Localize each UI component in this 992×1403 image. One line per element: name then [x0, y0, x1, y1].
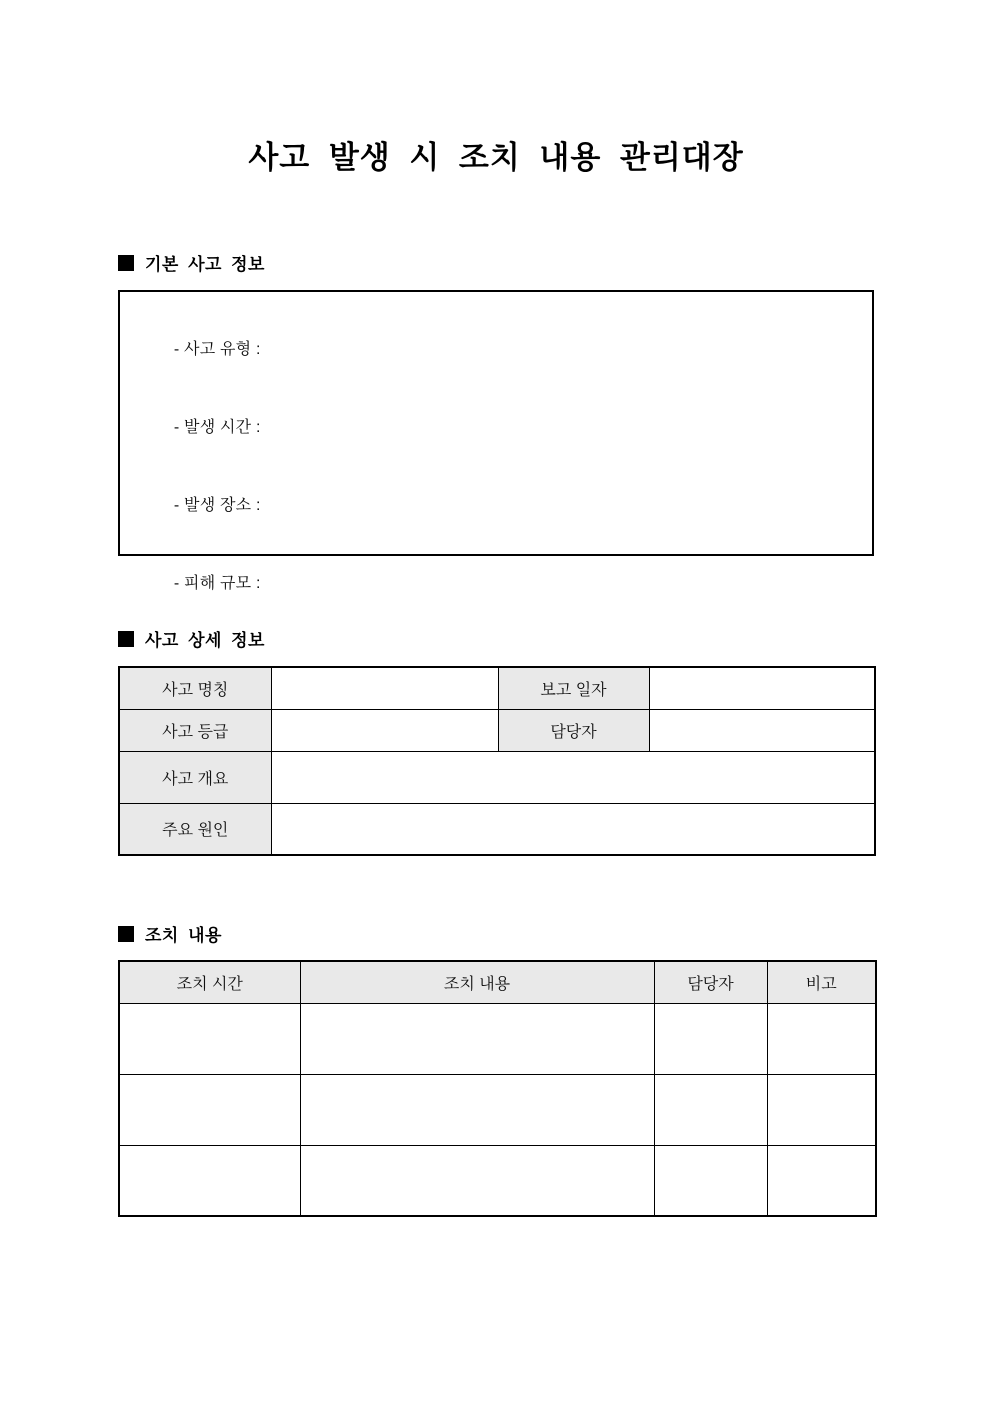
field-label: - 발생 시간 :	[173, 419, 261, 436]
field-damage-scale[interactable]	[146, 545, 852, 623]
section-heading-label: 조치 내용	[145, 926, 222, 945]
table-row	[119, 1074, 876, 1145]
field-accident-type[interactable]	[146, 311, 852, 389]
cell-note[interactable]	[767, 1003, 876, 1074]
value-cell-accident-grade[interactable]	[271, 709, 498, 751]
column-header-note: 비고	[767, 961, 876, 1003]
cell-action-time[interactable]	[119, 1145, 300, 1216]
cell-owner[interactable]	[654, 1145, 767, 1216]
cell-action-content[interactable]	[300, 1003, 654, 1074]
table-row	[119, 667, 875, 709]
section-heading-basic-info	[118, 250, 265, 275]
detail-info-table	[118, 666, 876, 856]
column-header-action-content: 조치 내용	[300, 961, 654, 1003]
cell-owner[interactable]	[654, 1074, 767, 1145]
column-header-action-time: 조치 시간	[119, 961, 300, 1003]
field-label: - 피해 규모 :	[173, 575, 261, 592]
column-header-owner: 담당자	[654, 961, 767, 1003]
cell-action-time[interactable]	[119, 1003, 300, 1074]
field-label: - 발생 장소 :	[173, 497, 261, 514]
black-square-bullet-icon	[118, 631, 134, 647]
actions-table	[118, 960, 877, 1217]
document-title: 사고 발생 시 조치 내용 관리대장	[248, 140, 744, 175]
value-cell-manager[interactable]	[649, 709, 875, 751]
label-cell-accident-summary: 사고 개요	[119, 751, 271, 803]
value-cell-accident-summary[interactable]	[271, 751, 875, 803]
section-heading-label: 기본 사고 정보	[145, 255, 265, 274]
cell-owner[interactable]	[654, 1003, 767, 1074]
table-row	[119, 803, 875, 855]
black-square-bullet-icon	[118, 926, 134, 942]
value-cell-main-cause[interactable]	[271, 803, 875, 855]
value-cell-report-date[interactable]	[649, 667, 875, 709]
label-cell-accident-grade: 사고 등급	[119, 709, 271, 751]
cell-action-content[interactable]	[300, 1145, 654, 1216]
section-heading-actions	[118, 921, 222, 946]
label-cell-accident-name: 사고 명칭	[119, 667, 271, 709]
cell-note[interactable]	[767, 1074, 876, 1145]
cell-action-time[interactable]	[119, 1074, 300, 1145]
black-square-bullet-icon	[118, 255, 134, 271]
label-cell-manager: 담당자	[498, 709, 649, 751]
field-occurrence-place[interactable]	[146, 467, 852, 545]
table-row	[119, 751, 875, 803]
basic-info-box	[118, 290, 874, 592]
label-cell-report-date: 보고 일자	[498, 667, 649, 709]
cell-note[interactable]	[767, 1145, 876, 1216]
table-row	[119, 1003, 876, 1074]
value-cell-accident-name[interactable]	[271, 667, 498, 709]
label-cell-main-cause: 주요 원인	[119, 803, 271, 855]
field-occurrence-time[interactable]	[146, 389, 852, 467]
field-label: - 사고 유형 :	[173, 341, 261, 358]
section-heading-label: 사고 상세 정보	[145, 631, 265, 650]
section-heading-detail-info	[118, 626, 265, 651]
cell-action-content[interactable]	[300, 1074, 654, 1145]
table-row	[119, 1145, 876, 1216]
table-row	[119, 709, 875, 751]
table-header-row	[119, 961, 876, 1003]
